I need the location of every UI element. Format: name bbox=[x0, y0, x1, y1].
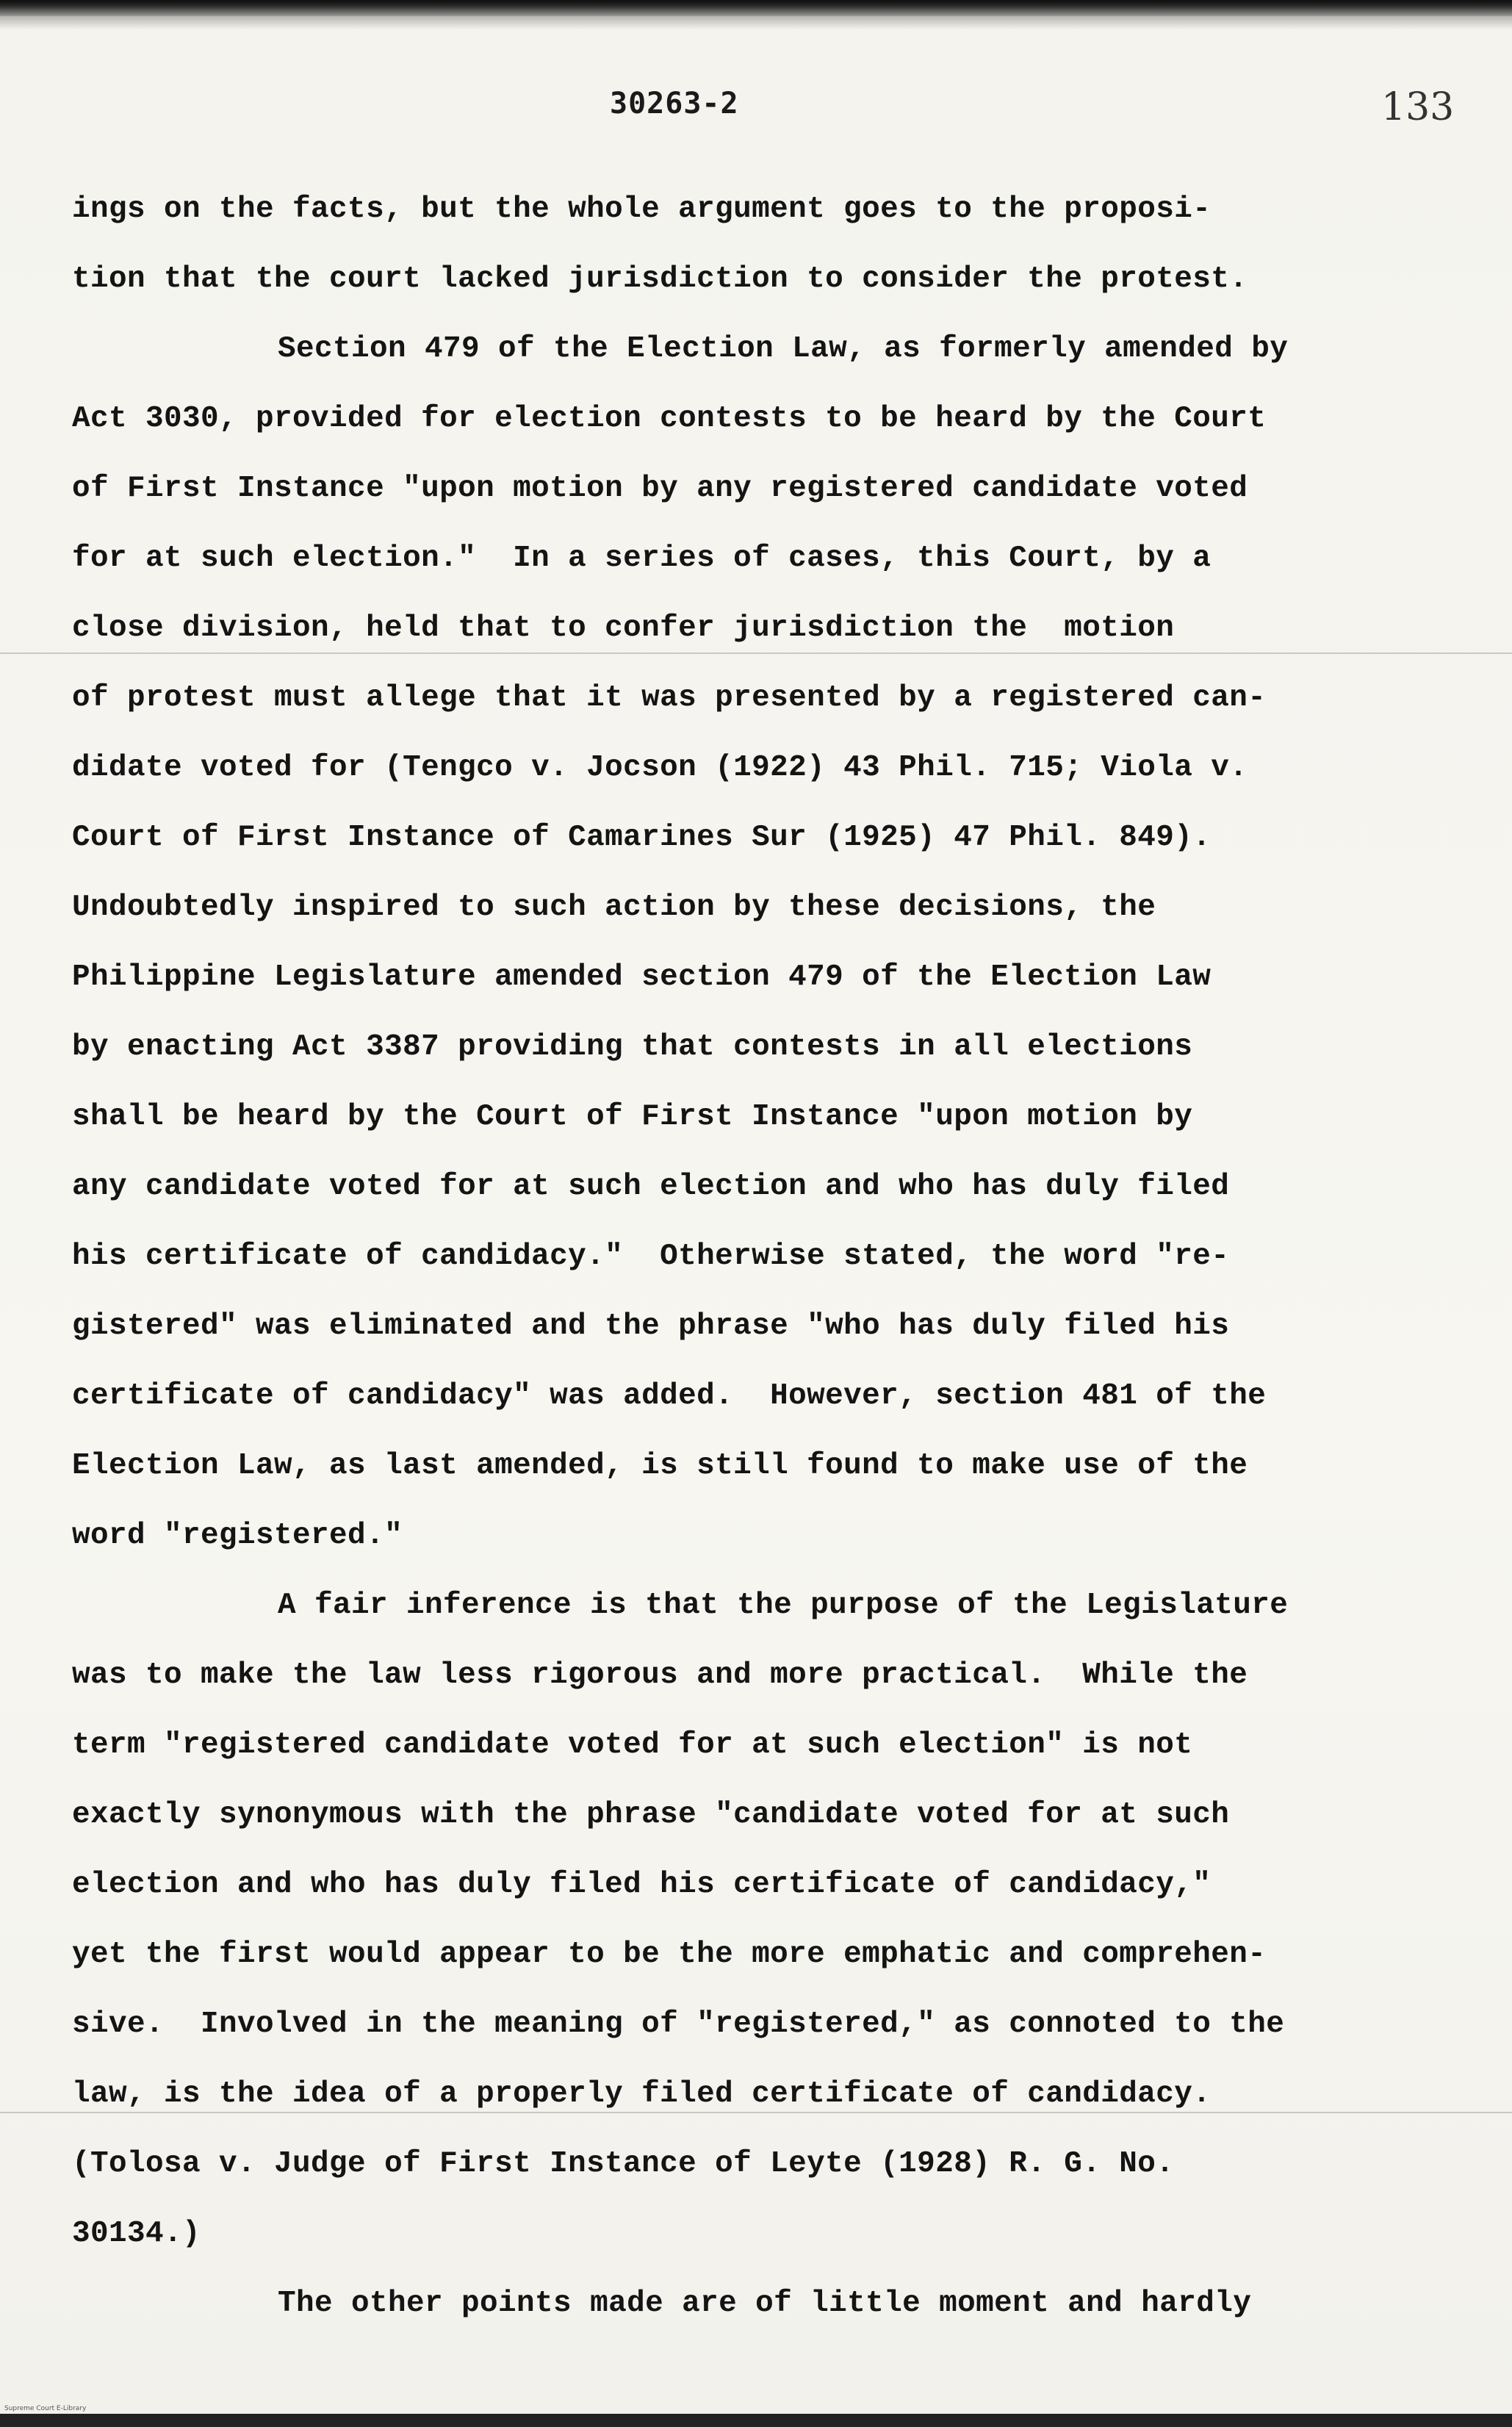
text-line: by enacting Act 3387 providing that contests in all elections bbox=[72, 1030, 1193, 1064]
text-line: Section 479 of the Election Law, as formerly amended by bbox=[278, 332, 1289, 366]
text-line: The other points made are of little moment and hardly bbox=[278, 2287, 1252, 2320]
document-code: 30263-2 bbox=[610, 87, 739, 121]
scan-top-shadow bbox=[0, 0, 1512, 16]
text-line: sive. Involved in the meaning of "registered," as connoted to the bbox=[72, 2007, 1285, 2041]
page-crease bbox=[0, 652, 1512, 654]
text-line: any candidate voted for at such election and who has duly filed bbox=[72, 1170, 1230, 1204]
scan-bottom-strip bbox=[0, 2414, 1512, 2427]
page-number: 133 bbox=[1381, 85, 1455, 129]
text-line: gistered" was eliminated and the phrase "who has duly filed his bbox=[72, 1309, 1230, 1343]
text-line: tion that the court lacked jurisdiction to consider the protest. bbox=[72, 262, 1248, 296]
text-line: word "registered." bbox=[72, 1519, 403, 1553]
text-line: certificate of candidacy" was added. However, section 481 of the bbox=[72, 1379, 1267, 1413]
text-line: was to make the law less rigorous and more practical. While the bbox=[72, 1658, 1248, 1692]
text-line: 30134.) bbox=[72, 2217, 201, 2251]
text-line: close division, held that to confer jurisdiction the motion bbox=[72, 611, 1175, 645]
text-line: Act 3030, provided for election contests to be heard by the Court bbox=[72, 402, 1267, 436]
text-line: law, is the idea of a properly filed certificate of candidacy. bbox=[72, 2077, 1212, 2111]
text-line: exactly synonymous with the phrase "candidate voted for at such bbox=[72, 1798, 1230, 1832]
text-line: yet the first would appear to be the more emphatic and comprehen- bbox=[72, 1938, 1267, 1971]
page-crease bbox=[0, 2112, 1512, 2113]
text-line: Election Law, as last amended, is still found to make use of the bbox=[72, 1449, 1248, 1483]
text-line: ings on the facts, but the whole argument goes to the proposi- bbox=[72, 193, 1212, 226]
text-line: (Tolosa v. Judge of First Instance of Leyte (1928) R. G. No. bbox=[72, 2147, 1175, 2181]
text-line: election and who has duly filed his certificate of candidacy," bbox=[72, 1868, 1212, 1902]
text-line: of protest must allege that it was presented by a registered can- bbox=[72, 681, 1267, 715]
text-line: his certificate of candidacy." Otherwise stated, the word "re- bbox=[72, 1240, 1230, 1273]
scan-source-note: Supreme Court E-Library bbox=[4, 2405, 87, 2412]
text-line: A fair inference is that the purpose of the Legislature bbox=[278, 1589, 1289, 1622]
text-line: didate voted for (Tengco v. Jocson (1922) 43 Phil. 715; Viola v. bbox=[72, 751, 1248, 785]
text-line: shall be heard by the Court of First Instance "upon motion by bbox=[72, 1100, 1193, 1134]
text-line: Philippine Legislature amended section 479 of the Election Law bbox=[72, 960, 1212, 994]
text-line: term "registered candidate voted for at such election" is not bbox=[72, 1728, 1193, 1762]
text-line: for at such election." In a series of cases, this Court, by a bbox=[72, 542, 1212, 575]
text-line: Undoubtedly inspired to such action by these decisions, the bbox=[72, 891, 1156, 924]
text-line: Court of First Instance of Camarines Sur (1925) 47 Phil. 849). bbox=[72, 821, 1212, 855]
text-line: of First Instance "upon motion by any registered candidate voted bbox=[72, 472, 1248, 506]
